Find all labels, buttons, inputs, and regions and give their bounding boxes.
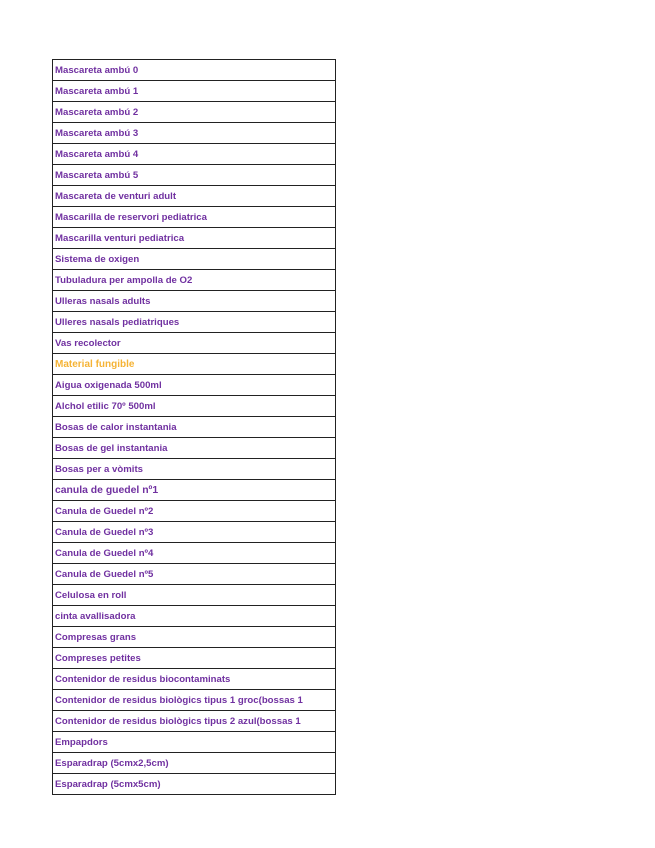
table-row: Contenidor de residus biològics tipus 2 azul(bossas 1	[53, 711, 335, 732]
section-heading: Material fungible	[53, 354, 335, 375]
table-row: Ulleres nasals pediatriques	[53, 312, 335, 333]
table-row: Mascareta ambú 5	[53, 165, 335, 186]
table-row: Canula de Guedel nº4	[53, 543, 335, 564]
table-row: Esparadrap (5cmx5cm)	[53, 774, 335, 795]
table-row: cinta avallisadora	[53, 606, 335, 627]
table-row: Bosas per a vòmits	[53, 459, 335, 480]
table-row: Bosas de gel instantania	[53, 438, 335, 459]
table-row: Mascareta ambú 4	[53, 144, 335, 165]
table-row: Mascareta ambú 0	[53, 60, 335, 81]
table-row: Mascareta ambú 2	[53, 102, 335, 123]
table-row: Esparadrap (5cmx2,5cm)	[53, 753, 335, 774]
table-row: Contenidor de residus biocontaminats	[53, 669, 335, 690]
supply-list-table	[52, 59, 336, 795]
table-row: Aigua oxigenada 500ml	[53, 375, 335, 396]
table-row: Alchol etilic 70º 500ml	[53, 396, 335, 417]
table-row: Mascarilla de reservori pediatrica	[53, 207, 335, 228]
table-row: Tubuladura per ampolla de O2	[53, 270, 335, 291]
table-row: Sistema de oxigen	[53, 249, 335, 270]
table-row: Mascarilla venturi pediatrica	[53, 228, 335, 249]
table-row: Canula de Guedel nº3	[53, 522, 335, 543]
table-row: Bosas de calor instantania	[53, 417, 335, 438]
table-row: Mascareta de venturi adult	[53, 186, 335, 207]
table-row: Celulosa en roll	[53, 585, 335, 606]
table-row: Canula de Guedel nº2	[53, 501, 335, 522]
table-row: Empapdors	[53, 732, 335, 753]
table-row: Mascareta ambú 1	[53, 81, 335, 102]
table-row: Compresas grans	[53, 627, 335, 648]
table-row: canula de guedel nº1	[53, 480, 335, 501]
table-row: Contenidor de residus biològics tipus 1 groc(bossas 1	[53, 690, 335, 711]
table-row: Canula de Guedel nº5	[53, 564, 335, 585]
table-row: Mascareta ambú 3	[53, 123, 335, 144]
table-row: Ulleras nasals adults	[53, 291, 335, 312]
table-row: Vas recolector	[53, 333, 335, 354]
table-row: Compreses petites	[53, 648, 335, 669]
